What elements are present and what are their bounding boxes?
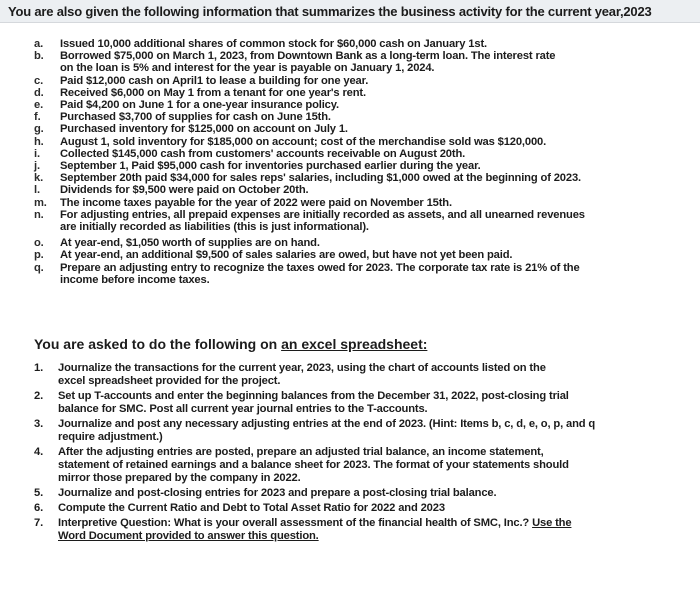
task-text: Compute the Current Ratio and Debt to Total Asset Ratio for 2022 and 2023 xyxy=(58,502,445,514)
list-item xyxy=(34,197,694,209)
task-number: 1. xyxy=(34,362,44,374)
item-text: Prepare an adjusting entry to recognize the taxes owed for 2023. The corporate tax rate is 21% of the xyxy=(60,261,580,274)
task-text: After the adjusting entries are posted, prepare an adjusted trial balance, an income statement, xyxy=(58,446,544,458)
item-marker: o. xyxy=(34,237,44,250)
list-item xyxy=(34,262,694,286)
task-number: 5. xyxy=(34,487,44,499)
list-item xyxy=(34,249,694,261)
list-item xyxy=(34,99,694,111)
item-marker: d. xyxy=(34,86,44,99)
task-text: require adjustment.) xyxy=(58,431,163,443)
item-marker: q. xyxy=(34,261,44,274)
list-item xyxy=(34,184,694,196)
item-text: For adjusting entries, all prepaid expenses are initially recorded as assets, and all unearned revenues xyxy=(60,208,585,221)
list-item xyxy=(34,160,694,172)
list-item xyxy=(34,237,694,249)
item-marker: e. xyxy=(34,99,44,112)
item-text: income before income taxes. xyxy=(60,273,210,286)
task-number: 6. xyxy=(34,502,44,514)
item-marker: p. xyxy=(34,249,44,262)
task-number: 4. xyxy=(34,446,44,458)
item-text: Purchased inventory for $125,000 on account on July 1. xyxy=(60,123,348,136)
list-item xyxy=(34,209,694,233)
item-marker: k. xyxy=(34,172,44,185)
item-marker: n. xyxy=(34,208,44,221)
list-item xyxy=(34,75,694,87)
section-heading xyxy=(34,336,427,352)
item-marker: f. xyxy=(34,111,41,124)
item-marker: m. xyxy=(34,196,47,209)
item-text: Issued 10,000 additional shares of common stock for $60,000 cash on January 1st. xyxy=(60,38,487,50)
business-activity-list xyxy=(34,38,694,286)
item-text: Paid $12,000 cash on April1 to lease a building for one year. xyxy=(60,74,369,87)
item-marker: i. xyxy=(34,147,40,160)
list-item xyxy=(34,172,694,184)
item-text: The income taxes payable for the year of 2022 were paid on November 15th. xyxy=(60,196,452,209)
page-title: You are also given the following information that summarizes the business activity for the current year,2023 xyxy=(8,4,652,19)
task-number: 2. xyxy=(34,390,44,402)
item-text: Collected $145,000 cash from customers' accounts receivable on August 20th. xyxy=(60,147,466,160)
list-item xyxy=(34,123,694,135)
task-item xyxy=(34,390,674,416)
task-item xyxy=(34,517,674,543)
item-text: Dividends for $9,500 were paid on October 20th. xyxy=(60,184,309,197)
item-text: At year-end, an additional $9,500 of sales salaries are owed, but have not yet been paid. xyxy=(60,249,513,262)
task-text: Journalize and post-closing entries for 2023 and prepare a post-closing trial balance. xyxy=(58,487,497,499)
task-item xyxy=(34,502,674,515)
task-number: 7. xyxy=(34,517,44,529)
item-text: on the loan is 5% and interest for the year is payable on January 1, 2024. xyxy=(60,62,435,75)
word-document-link: Word Document provided to answer this question. xyxy=(58,530,319,542)
item-text: At year-end, $1,050 worth of supplies are on hand. xyxy=(60,237,320,250)
list-item xyxy=(34,136,694,148)
list-item xyxy=(34,111,694,123)
task-item xyxy=(34,446,674,485)
task-text: Set up T-accounts and enter the beginning balances from the December 31, 2022, post-closing trial xyxy=(58,390,569,402)
task-item xyxy=(34,487,674,500)
list-item xyxy=(34,87,694,99)
item-marker: b. xyxy=(34,50,44,63)
task-text: Interpretive Question: What is your overall assessment of the financial health of SMC, Inc.? xyxy=(58,517,533,529)
task-text: Journalize and post any necessary adjusting entries at the end of 2023. (Hint: Items b, c, d, e, o, p, and q xyxy=(58,418,596,430)
item-text: Paid $4,200 on June 1 for a one-year insurance policy. xyxy=(60,99,339,112)
item-marker: j. xyxy=(34,160,40,173)
item-marker: g. xyxy=(34,123,44,136)
item-text: September 20th paid $34,000 for sales reps' salaries, including $1,000 owed at the beginning of 2023. xyxy=(60,172,581,185)
task-text: mirror those prepared by the company in 2022. xyxy=(58,472,301,484)
task-item xyxy=(34,418,674,444)
item-text: September 1, Paid $95,000 cash for inventories purchased earlier during the year. xyxy=(60,160,481,173)
item-text: are initially recorded as liabilities (this is just informational). xyxy=(60,221,369,234)
task-text: statement of retained earnings and a balance sheet for 2023. The format of your statements should xyxy=(58,459,569,471)
item-text: Purchased $3,700 of supplies for cash on June 15th. xyxy=(60,111,331,124)
header-bar xyxy=(0,0,700,23)
item-text: August 1, sold inventory for $185,000 on account; cost of the merchandise sold was $120,000. xyxy=(60,135,547,148)
list-item xyxy=(34,148,694,160)
item-marker: h. xyxy=(34,135,44,148)
task-list xyxy=(34,362,674,545)
task-text: balance for SMC. Post all current year journal entries to the T-accounts. xyxy=(58,403,428,415)
section-heading-underlined: an excel spreadsheet: xyxy=(281,336,428,352)
task-number: 3. xyxy=(34,418,44,430)
item-marker: a. xyxy=(34,38,44,50)
list-item xyxy=(34,38,694,50)
word-document-link: Use the xyxy=(532,517,572,529)
task-item xyxy=(34,362,674,388)
item-marker: c. xyxy=(34,74,44,87)
task-text: Journalize the transactions for the current year, 2023, using the chart of accounts listed on the xyxy=(58,362,546,374)
item-text: Received $6,000 on May 1 from a tenant for one year's rent. xyxy=(60,86,366,99)
item-marker: l. xyxy=(34,184,40,197)
list-item xyxy=(34,50,694,74)
item-text: Borrowed $75,000 on March 1, 2023, from Downtown Bank as a long-term loan. The interest rate xyxy=(60,50,556,63)
task-text: excel spreadsheet provided for the project. xyxy=(58,375,281,387)
section-heading-text: You are asked to do the following on xyxy=(34,336,282,352)
